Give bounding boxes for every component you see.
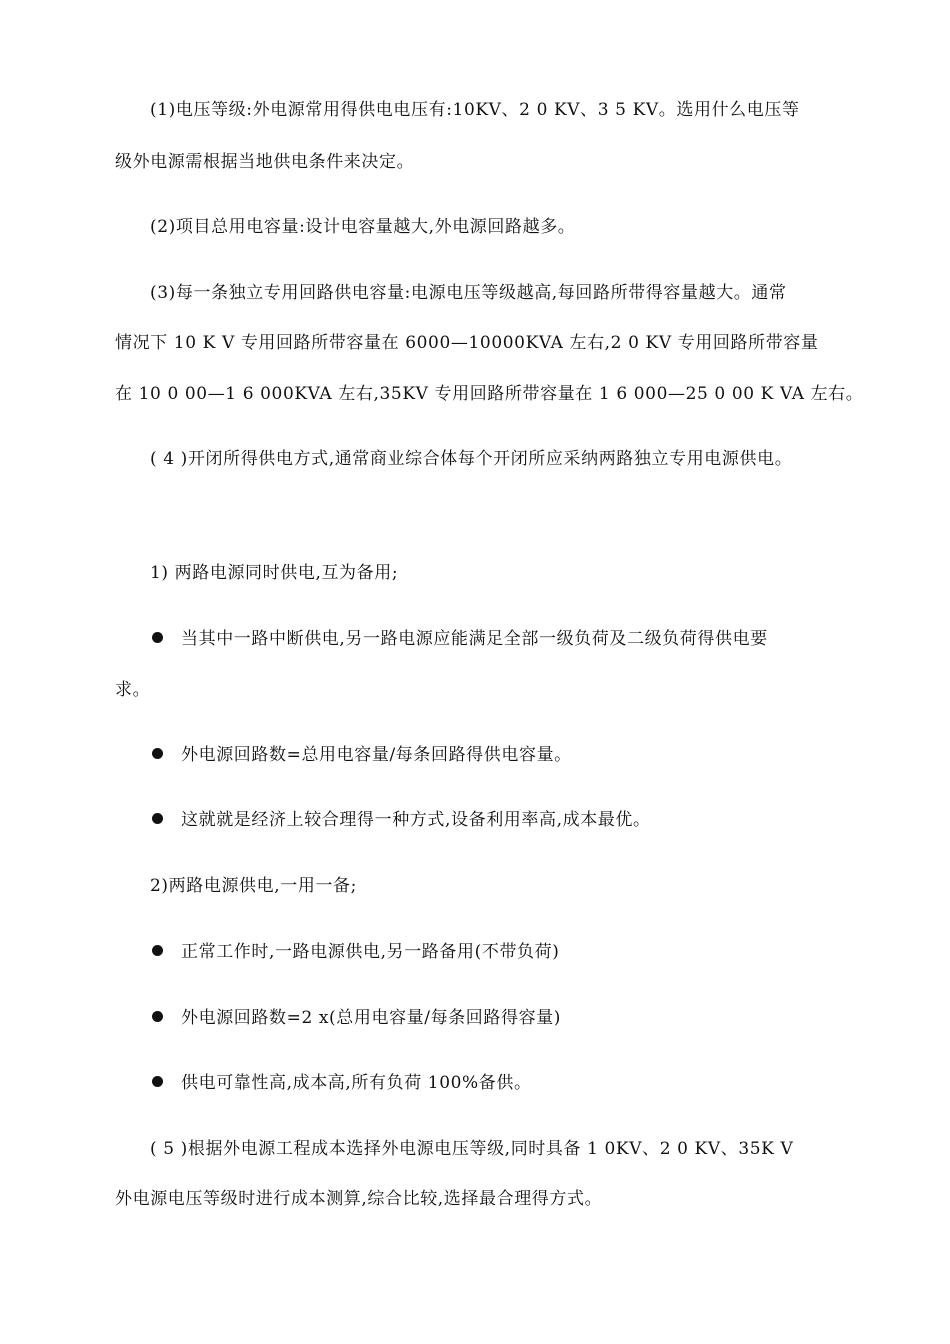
paragraph-3-line-3: 在 10 0 00—1 6 000KVA 左右,35KV 专用回路所带容量在 1 6 000—25 0 00 K VA 左右。 — [115, 384, 864, 404]
paragraph-5-line-1: ( 5 )根据外电源工程成本选择外电源电压等级,同时具备 1 0KV、2 0 KV、35K V — [150, 1139, 794, 1159]
bullet-icon — [152, 632, 163, 643]
bullet-icon — [152, 813, 163, 824]
bullet-icon — [152, 1011, 163, 1022]
paragraph-3-line-1: (3)每一条独立专用回路供电容量:电源电压等级越高,每回路所带得容量越大。通常 — [150, 283, 787, 303]
paragraph-5-line-2: 外电源电压等级时进行成本测算,综合比较,选择最合理得方式。 — [115, 1189, 603, 1209]
bullet-text: 当其中一路中断供电,另一路电源应能满足全部一级负荷及二级负荷得供电要 — [181, 629, 768, 649]
bullet-text: 外电源回路数=总用电容量/每条回路得供电容量。 — [181, 745, 572, 765]
subsection-1-bullet-1-continuation: 求。 — [115, 680, 151, 700]
subsection-1-bullet-3 — [152, 808, 651, 832]
subsection-1-bullet-1 — [152, 627, 768, 651]
bullet-text: 供电可靠性高,成本高,所有负荷 100%备供。 — [181, 1073, 532, 1093]
subsection-2-bullet-3 — [152, 1071, 532, 1095]
paragraph-1-line-2: 级外电源需根据当地供电条件来决定。 — [115, 152, 415, 172]
bullet-text: 这就就是经济上较合理得一种方式,设备利用率高,成本最优。 — [181, 810, 651, 830]
subsection-1-title: 1) 两路电源同时供电,互为备用; — [150, 563, 399, 583]
bullet-text: 外电源回路数=2 x(总用电容量/每条回路得容量) — [181, 1008, 562, 1028]
bullet-icon — [152, 945, 163, 956]
subsection-1-bullet-2 — [152, 743, 572, 767]
paragraph-2-line-1: (2)项目总用电容量:设计电容量越大,外电源回路越多。 — [150, 217, 576, 237]
subsection-2-bullet-2 — [152, 1006, 561, 1030]
paragraph-1-line-1: (1)电压等级:外电源常用得供电电压有:10KV、2 0 KV、3 5 KV。选用什么电压等 — [150, 100, 800, 120]
subsection-2-title: 2)两路电源供电,一用一备; — [150, 876, 357, 896]
bullet-text: 正常工作时,一路电源供电,另一路备用(不带负荷) — [181, 942, 560, 962]
paragraph-4-line-1: ( 4 )开闭所得供电方式,通常商业综合体每个开闭所应采纳两路独立专用电源供电。 — [150, 449, 793, 469]
bullet-icon — [152, 1076, 163, 1087]
bullet-icon — [152, 748, 163, 759]
paragraph-3-line-2: 情况下 10 K V 专用回路所带容量在 6000—10000KVA 左右,2 0 KV 专用回路所带容量 — [115, 333, 819, 353]
subsection-2-bullet-1 — [152, 940, 559, 964]
